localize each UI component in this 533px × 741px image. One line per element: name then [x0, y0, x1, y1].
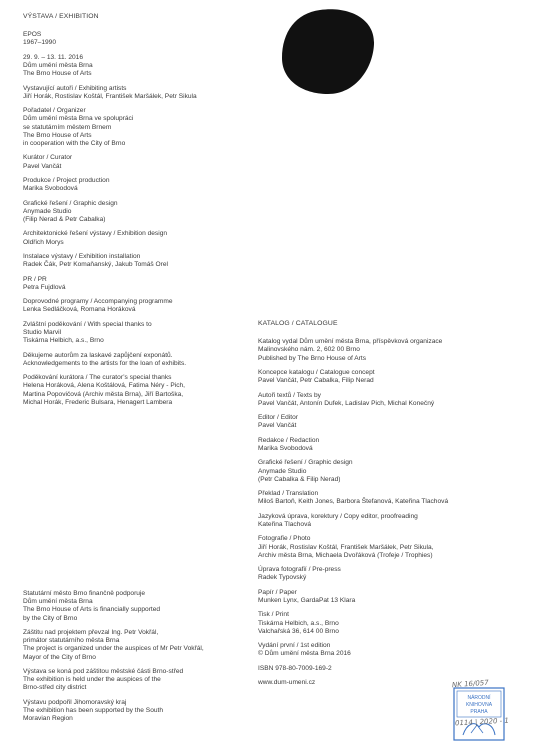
exhibition-credits [23, 13, 263, 413]
black-ellipse-graphic [280, 8, 376, 96]
exhibition-credit-block [23, 200, 263, 225]
credit-line: Anymade Studio [23, 207, 72, 215]
catalogue-header: KATALOG / CATALOGUE [258, 320, 338, 327]
credit-line: Tiskárna Helbich, a.s., Brno [23, 337, 104, 345]
exhibition-credit-block [23, 54, 263, 79]
credit-line: Pavel Vančát, Petr Cabalka, Filip Nerad [258, 377, 374, 385]
catalogue-credit-block [258, 589, 518, 605]
credit-heading: Editor / Editor [258, 414, 298, 422]
exhibition-header: VÝSTAVA / EXHIBITION [23, 13, 99, 20]
credit-heading: www.dum-umeni.cz [258, 679, 316, 687]
credit-line: Dům umění města Brna [23, 62, 93, 69]
credit-line: Tiskárna Helbich, a.s., Brno [258, 619, 339, 627]
credit-heading: Výstava se koná pod záštitou městské části Brno-střed [23, 668, 184, 675]
credit-heading: Úprava fotografií / Pre-press [258, 566, 341, 574]
credit-line: Marika Svobodová [23, 185, 78, 193]
credit-line: Mayor of the City of Brno [23, 653, 96, 661]
credit-heading: 29. 9. – 13. 11. 2016 [23, 53, 84, 61]
credit-heading: Kurátor / Curator [23, 154, 73, 162]
credit-line: Jiří Horák, Rostislav Koštál, František Maršálek, Petr Sikula [23, 92, 197, 100]
catalogue-credit-block [258, 338, 518, 363]
catalogue-credit-block [258, 611, 518, 636]
credit-heading: Záštitu nad projektem převzal Ing. Petr Vokřál, [23, 629, 159, 636]
exhibition-credit-block [23, 321, 263, 346]
credit-line: Brno-střed city district [23, 684, 87, 692]
credit-line: The exhibition is held under the auspices of the [23, 676, 161, 684]
credit-line: Dům umění města Brna ve spolupráci [23, 115, 134, 123]
credit-line: The Brno House of Arts [23, 131, 92, 139]
catalogue-credit-block [258, 414, 518, 430]
credit-line: Archiv města Brna, Michaela Dvořáková (Trofeje / Trophies) [258, 551, 433, 559]
credit-line: Acknowledgements to the artists for the loan of exhibits. [23, 359, 187, 367]
catalogue-credit-block [258, 566, 518, 582]
exhibition-credit-block [23, 85, 263, 101]
credit-line: Radek Čák, Petr Komaňanský, Jakub Tomáš Orel [23, 261, 169, 269]
credit-line: Valchařská 36, 614 00 Brno [258, 627, 339, 635]
credit-line: Radek Typovský [258, 574, 307, 582]
exhibition-credit-block [23, 352, 263, 368]
credit-heading: Redakce / Redaction [258, 436, 320, 444]
credit-heading: Vystavující autoři / Exhibiting artists [23, 84, 127, 92]
credit-line: Malinovského nám. 2, 602 00 Brno [258, 346, 360, 354]
credit-heading: Fotografie / Photo [258, 535, 311, 543]
credit-line: The project is organized under the auspices of Mr Petr Vokřál, [23, 645, 204, 653]
credit-heading: ISBN 978-80-7009-169-2 [258, 664, 332, 672]
credit-heading: Doprovodné programy / Accompanying programme [23, 298, 173, 306]
library-stamp [453, 687, 505, 741]
exhibition-credit-block [23, 253, 263, 269]
catalogue-credit-block [258, 535, 518, 560]
credit-line: (Filip Nerad & Petr Cabalka) [23, 215, 106, 223]
credit-line: primátor statutárního města Brna [23, 637, 120, 645]
credit-line: Munken Lynx, GardaPat 13 Klara [258, 596, 356, 604]
credit-line: © Dům umění města Brna 2016 [258, 650, 351, 658]
support-credit-block [23, 668, 263, 693]
handwritten-registration-number: 0114 | 2020 - 1 [454, 716, 510, 728]
credit-line: The Brno House of Arts is financially supported [23, 606, 161, 614]
credit-line: Moravian Region [23, 715, 73, 723]
credit-heading: Výstavu podpořil Jihomoravský kraj [23, 698, 127, 706]
catalogue-credit-block [258, 665, 518, 673]
credit-line: The Brno House of Arts [23, 70, 92, 78]
credit-line: Jiří Horák, Rostislav Koštál, František Maršálek, Petr Sikula, [258, 543, 434, 551]
credit-heading: Produkce / Project production [23, 176, 110, 184]
credit-heading: Autoři textů / Texts by [258, 391, 321, 399]
credit-heading: PR / PR [23, 275, 47, 283]
exhibition-credit-block [23, 177, 263, 193]
credit-line: Michal Horák, Frederic Bulsara, Henagert Lambera [23, 398, 173, 406]
exhibition-credit-block [23, 298, 263, 314]
support-credits [23, 590, 263, 730]
credit-line: Pavel Vančát [258, 422, 297, 430]
catalogue-credit-block [258, 437, 518, 453]
exhibition-credit-block [23, 31, 263, 47]
credit-line: Marika Svobodová [258, 444, 313, 452]
catalogue-credit-block [258, 459, 518, 484]
exhibition-credit-block [23, 154, 263, 170]
stamp-line: KNIHOVNA [465, 702, 493, 708]
credit-heading: Překlad / Translation [258, 490, 319, 498]
credit-line: in cooperation with the City of Brno [23, 140, 126, 147]
credit-line: Anymade Studio [258, 467, 307, 475]
credit-heading: Koncepce katalogu / Catalogue concept [258, 369, 375, 376]
catalogue-credits [258, 320, 518, 694]
credit-heading: Papír / Paper [258, 588, 297, 596]
support-credit-block [23, 590, 263, 623]
credit-line: Pavel Vančát, Antonín Dufek, Ladislav Pich, Michal Konečný [258, 399, 435, 407]
stamp-line: PRAHA [470, 709, 488, 715]
credit-line: Dům umění města Brna [23, 598, 93, 606]
credit-heading: EPOS [23, 31, 42, 39]
credit-heading: Děkujeme autorům za laskavé zapůjčení exponátů. [23, 351, 173, 359]
stamp-line: NÁRODNÍ [467, 695, 491, 701]
catalogue-credit-block [258, 369, 518, 385]
credit-heading: Statutární město Brno finančně podporuje [23, 590, 146, 597]
credit-heading: Jazyková úprava, korektury / Copy editor, proofreading [258, 512, 418, 520]
credit-line: Kateřina Tlachová [258, 520, 312, 528]
credit-line: se statutárním městem Brnem [23, 123, 112, 131]
support-credit-block [23, 699, 263, 724]
catalogue-credit-block [258, 392, 518, 408]
credit-heading: Pořadatel / Organizer [23, 107, 86, 115]
credit-heading: Vydání první / 1st edition [258, 642, 331, 650]
credit-line: (Petr Cabalka & Filip Nerad) [258, 475, 341, 483]
catalogue-credit-block [258, 642, 518, 658]
exhibition-credit-block [23, 230, 263, 246]
credit-line: Martina Popovičová (Archiv města Brna), Jiří Bartoška, [23, 390, 184, 398]
credit-line: Oldřich Morys [23, 238, 64, 246]
credit-heading: Grafické řešení / Graphic design [258, 459, 353, 467]
credit-line: Petra Fujdlová [23, 283, 66, 291]
exhibition-credit-block [23, 276, 263, 292]
catalogue-credit-block [258, 513, 518, 529]
credit-line: Helena Horáková, Alena Koštálová, Fatima Néry - Pich, [23, 382, 185, 390]
credit-line: 1967–1990 [23, 39, 57, 47]
credit-heading: Poděkování kurátora / The curator’s special thanks [23, 374, 172, 382]
credit-line: Studio Marvil [23, 328, 62, 336]
credit-heading: Tisk / Print [258, 611, 289, 619]
support-credit-block [23, 629, 263, 662]
credit-line: Miloš Bartoň, Keith Jones, Barbora Štefanová, Kateřina Tlachová [258, 498, 449, 506]
catalogue-credit-block [258, 490, 518, 506]
credit-line: by the City of Brno [23, 614, 78, 622]
credit-heading: Grafické řešení / Graphic design [23, 199, 118, 207]
credit-heading: Instalace výstavy / Exhibition installation [23, 252, 141, 260]
credit-line: Lenka Sedláčková, Romana Horáková [23, 306, 136, 314]
credit-line: Pavel Vančát [23, 162, 62, 170]
credit-line: The exhibition has been supported by the South [23, 707, 164, 714]
credit-heading: Katalog vydal Dům umění města Brna, příspěvková organizace [258, 338, 443, 346]
credit-heading: Zvláštní poděkování / With special thanks to [23, 320, 152, 328]
credit-heading: Architektonické řešení výstavy / Exhibition design [23, 230, 168, 238]
credit-line: Published by The Brno House of Arts [258, 354, 367, 362]
handwritten-shelfmark: NK 16/057 [451, 678, 489, 690]
exhibition-credit-block [23, 374, 263, 407]
exhibition-credit-block [23, 107, 263, 148]
